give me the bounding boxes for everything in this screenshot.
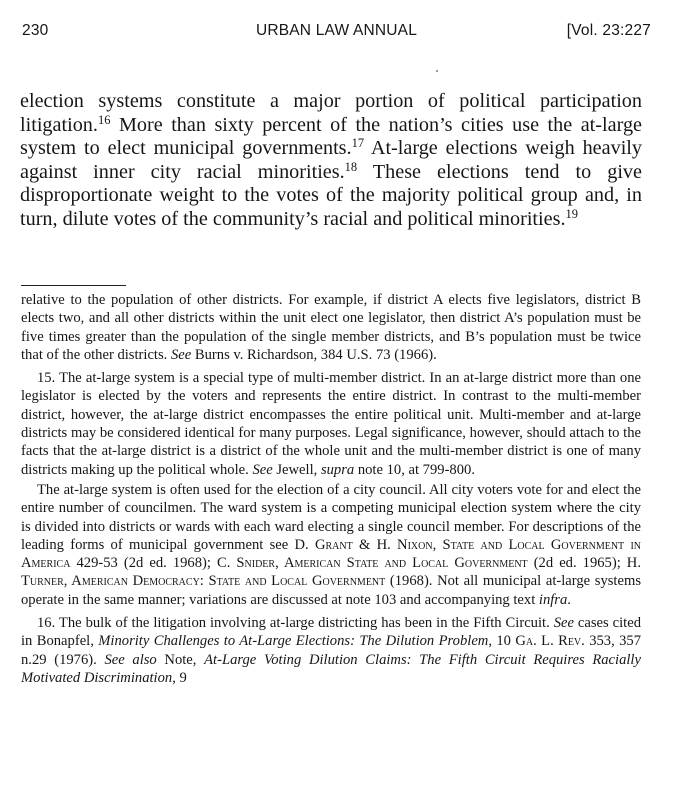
footnote-text: (1968). Not all municipal at-large systems operate in the same manner; variations are discussed at note 103 and accompanying text	[21, 573, 641, 608]
signal-see: See	[553, 615, 574, 632]
footnote-text: .	[567, 591, 571, 608]
signal-see: See	[252, 461, 273, 478]
page-number: 230	[22, 22, 49, 39]
footnote-ref-16[interactable]: 16	[97, 112, 111, 127]
signal-see-also: See also	[104, 651, 157, 668]
footnote-continuation	[21, 291, 641, 364]
footnote-text: note 10, at 799-800.	[354, 461, 475, 478]
citation-journal: Ga. L. Rev.	[515, 633, 585, 650]
footnote-text: Note,	[156, 651, 205, 668]
citation-book: Snider, American State and Local Government	[236, 555, 528, 572]
volume-reference: [Vol. 23:227	[566, 22, 651, 39]
signal-see: See	[170, 346, 192, 363]
citation-book: Nixon, State and Local Government in America	[21, 536, 641, 572]
footnote-16	[21, 614, 641, 687]
body-text-segment: election systems constitute a major portion of political participation litigation.	[20, 90, 642, 136]
body-paragraph	[20, 90, 642, 232]
footnote-text: 15. The at-large system is a special type of multi-member district. In an at-large district more than one legislator is elected by the voters and represents the entire district. In contrast to the multi-member district, however, the at-large district encompasses the entire political unit. Multi-member and at-large districts may be considered identical for many purposes. Legal significance, however, should attach to the facts that the at-large district is a district of the whole unit and the multi-member district is one of many districts making up the political whole.	[21, 370, 641, 478]
footnote-text: The at-large system is often used for the election of a city council. All city voters vote for and elect the entire number of councilmen. The ward system is a competing municipal election system where the city is divided into districts or wards with each ward electing a single council member. For descriptions of the leading forms of municipal government see D.	[21, 481, 641, 553]
body-text-segment: More than sixty percent of the nation’s cities use the at-large system to elect municipal governments.	[20, 113, 642, 160]
running-header	[22, 22, 651, 42]
footnote-text: 16. The bulk of the litigation involving at-large districting has been in the Fifth Circuit.	[37, 615, 554, 632]
footnote-text: , 9	[172, 669, 187, 686]
journal-title: URBAN LAW ANNUAL	[255, 22, 418, 39]
body-text-segment: At-large elections weigh heavily against inner city racial minorities.	[20, 137, 642, 183]
footnote-text: (2d ed. 1965); H.	[527, 555, 641, 572]
citation-note-title: At-Large Voting Dilution Claims: The Fifth Circuit Requires Racially Motivated Discrimination	[21, 651, 641, 686]
footnote-15	[21, 369, 641, 479]
footnote-text: , 10	[488, 633, 516, 650]
citation-book: Turner, American Democracy: State and Local Government	[21, 573, 386, 590]
footnote-ref-19[interactable]: 19	[565, 206, 579, 221]
scan-speck	[436, 70, 438, 72]
footnote-text: 429-53 (2d ed. 1968); C.	[70, 555, 237, 572]
signal-supra: supra	[320, 461, 355, 478]
footnote-text: Burns v. Richardson, 384 U.S. 73 (1966).	[191, 346, 437, 363]
footnote-text: Jewell,	[272, 461, 321, 478]
footnote-text: cases cited in Bonapfel,	[21, 615, 642, 650]
footnote-15-paragraph-2	[21, 481, 641, 609]
footnotes-section	[21, 291, 641, 692]
signal-infra: infra	[538, 591, 568, 608]
footnote-text: relative to the population of other districts. For example, if district A elects five legislators, district B elects two, and all other districts within the unit elect one legislator, then district A’s population must be five times greater than the population of the single member districts, and B’s population must be twice that of the other districts.	[21, 292, 641, 363]
footnote-text: & H.	[352, 536, 398, 553]
footnote-text: 353, 357 n.29 (1976).	[21, 633, 642, 668]
citation-article-title: Minority Challenges to At-Large Elections: The Dilution Problem	[98, 633, 489, 650]
footnote-ref-18[interactable]: 18	[344, 159, 358, 174]
footnote-divider	[21, 285, 126, 286]
footnote-ref-17[interactable]: 17	[351, 136, 365, 151]
citation-author: Grant	[314, 536, 353, 553]
body-text-segment: These elections tend to give disproportionate weight to the votes of the majority political group and, in turn, dilute votes of the community’s racial and political minorities.	[20, 160, 642, 230]
